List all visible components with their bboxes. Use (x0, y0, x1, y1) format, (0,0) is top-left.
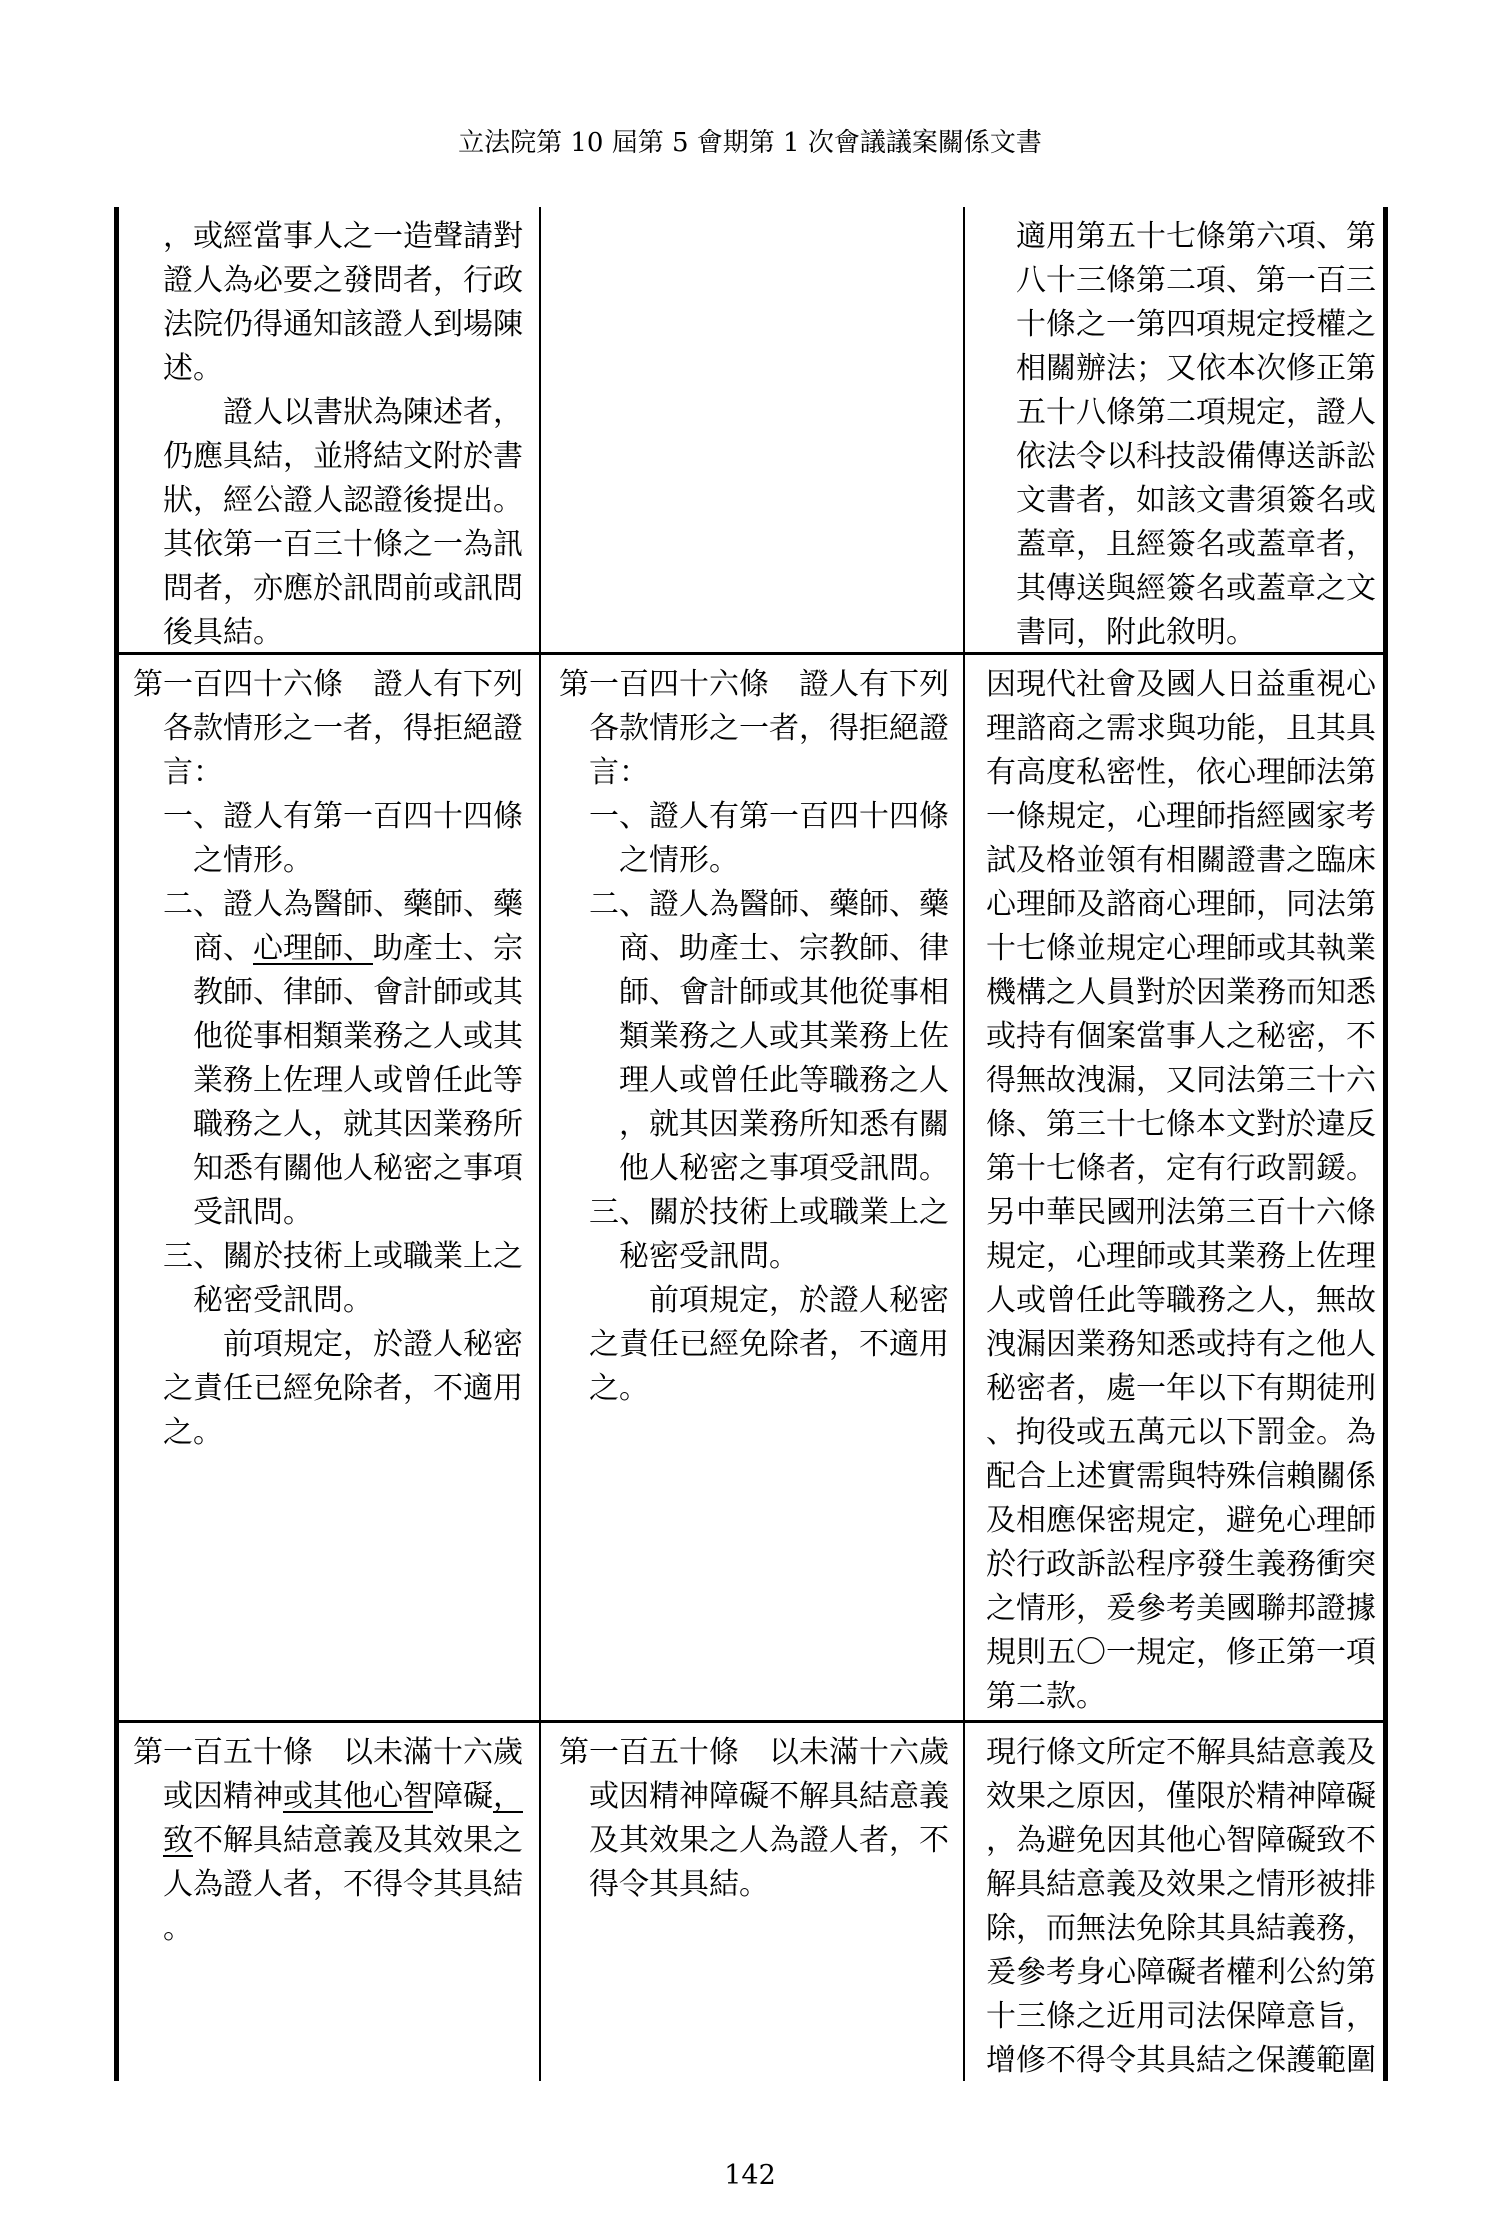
text-line (133, 1819, 523, 1863)
text-line: 秘密受訊問。 (193, 1283, 373, 1318)
text-line: 規則五〇一規定，修正第一項 (986, 1635, 1376, 1670)
text-line: 後具結。 (163, 615, 283, 650)
text-line: 之責任已經免除者，不適用 (163, 1371, 523, 1406)
text-line: 效果之原因，僅限於精神障礙 (986, 1779, 1376, 1814)
text-line: 機構之人員對於因業務而知悉 (986, 975, 1376, 1010)
cell-current-text (559, 655, 949, 1411)
text-line: 其依第一百三十條之一為訊 (163, 527, 523, 562)
text-line: 職務之人，就其因業務所 (193, 1107, 523, 1142)
text-line: 現行條文所定不解具結意義及 (986, 1735, 1376, 1770)
text-line: 於行政訴訟程序發生義務衝突 (986, 1547, 1376, 1582)
text-line: 言： (163, 755, 223, 790)
text-line: 因現代社會及國人日益重視心 (986, 667, 1376, 702)
text-line: 之責任已經免除者，不適用 (589, 1327, 949, 1362)
text-line: 人為證人者，不得令其具結 (163, 1867, 523, 1902)
amended-underline-text: 心理師、 (253, 931, 373, 966)
text-line: 之。 (163, 1415, 223, 1450)
text-line: 或因精神障礙不解具結意義 (589, 1779, 949, 1814)
table-right-border (1383, 207, 1388, 2081)
text-line: 十三條之近用司法保障意旨， (986, 1999, 1376, 2034)
text-line: 。 (163, 1911, 193, 1946)
text-line: 各款情形之一者，得拒絕證 (589, 711, 949, 746)
text-line: 之情形。 (193, 843, 313, 878)
amended-underline-text: ， (493, 1779, 523, 1814)
cell-explanation (986, 655, 1376, 1719)
text-line: 除，而無法免除其具結義務， (986, 1911, 1376, 1946)
cell-amended-text (133, 1723, 523, 1951)
amended-underline-text: 或其他心智 (283, 1779, 433, 1814)
text-line: 一、證人有第一百四十四條 (589, 799, 949, 834)
text-line: 心理師及諮商心理師，同法第 (986, 887, 1376, 922)
text-line: 第一百五十條 以未滿十六歲 (559, 1735, 949, 1770)
text-line: 或持有個案當事人之秘密，不 (986, 1019, 1376, 1054)
text-line: 五十八條第二項規定，證人 (1016, 395, 1376, 430)
text-line: 秘密受訊問。 (619, 1239, 799, 1274)
table-left-border (114, 207, 119, 2081)
text-line: 教師、律師、會計師或其 (193, 975, 523, 1010)
text-line: 一、證人有第一百四十四條 (163, 799, 523, 834)
text-line: 商、助產士、宗教師、律 (619, 931, 949, 966)
text-segment: 助產士、宗 (373, 931, 523, 966)
column-divider (539, 207, 541, 2081)
text-segment: 不解具結意義及其效果之 (193, 1823, 523, 1858)
text-line: 狀，經公證人認證後提出。 (163, 483, 523, 518)
text-line: 業務上佐理人或曾任此等 (193, 1063, 523, 1098)
text-line: 秘密者，處一年以下有期徒刑 (986, 1371, 1376, 1406)
text-line: 第一百四十六條 證人有下列 (133, 667, 523, 702)
text-line: 人或曾任此等職務之人，無故 (986, 1283, 1376, 1318)
text-line: 二、證人為醫師、藥師、藥 (589, 887, 949, 922)
text-line: 、拘役或五萬元以下罰金。為 (986, 1415, 1376, 1450)
text-line: 增修不得令其具結之保護範圍 (986, 2043, 1376, 2078)
cell-explanation (986, 207, 1376, 655)
text-line: 第十七條者，定有行政罰鍰。 (986, 1151, 1376, 1186)
text-line: 解具結意義及效果之情形被排 (986, 1867, 1376, 1902)
text-line: 另中華民國刑法第三百十六條 (986, 1195, 1376, 1230)
text-segment: 或因精神 (163, 1779, 283, 1814)
text-line: 之情形，爰參考美國聯邦證據 (986, 1591, 1376, 1626)
text-line: 文書者，如該文書須簽名或 (1016, 483, 1376, 518)
text-line: 一條規定，心理師指經國家考 (986, 799, 1376, 834)
text-line (133, 927, 523, 971)
text-line: 書同，附此敘明。 (1016, 615, 1256, 650)
text-line: 他人秘密之事項受訊問。 (619, 1151, 949, 1186)
text-segment: 商、 (193, 931, 253, 966)
text-line: 爰參考身心障礙者權利公約第 (986, 1955, 1376, 1990)
text-line: 第二款。 (986, 1679, 1106, 1714)
text-line: ，或經當事人之一造聲請對 (163, 219, 523, 254)
text-line: 相關辦法；又依本次修正第 (1016, 351, 1376, 386)
amended-underline-text: 致 (163, 1823, 193, 1858)
text-line: 十條之一第四項規定授權之 (1016, 307, 1376, 342)
text-line: 理諮商之需求與功能，且其具 (986, 711, 1376, 746)
page-number: 142 (724, 2160, 776, 2191)
document-header: 立法院第 10 屆第 5 會期第 1 次會議議案關係文書 (458, 128, 1042, 158)
text-line: 言： (589, 755, 649, 790)
text-line: ，為避免因其他心智障礙致不 (986, 1823, 1376, 1858)
cell-explanation (986, 1723, 1376, 2083)
text-line: 依法令以科技設備傳送訴訟 (1016, 439, 1376, 474)
text-line: 仍應具結，並將結文附於書 (163, 439, 523, 474)
text-line: 之情形。 (619, 843, 739, 878)
text-line: 理人或曾任此等職務之人 (619, 1063, 949, 1098)
text-line: 證人以書狀為陳述者， (223, 395, 523, 430)
text-line: 他從事相類業務之人或其 (193, 1019, 523, 1054)
text-line: 師、會計師或其他從事相 (619, 975, 949, 1010)
text-line: 證人為必要之發問者，行政 (163, 263, 523, 298)
text-line: 其傳送與經簽名或蓋章之文 (1016, 571, 1376, 606)
text-line: 述。 (163, 351, 223, 386)
text-line: 法院仍得通知該證人到場陳 (163, 307, 523, 342)
text-line: 蓋章，且經簽名或蓋章者， (1016, 527, 1376, 562)
text-line: ，就其因業務所知悉有關 (619, 1107, 949, 1142)
text-line (133, 1775, 523, 1819)
text-line: 受訊問。 (193, 1195, 313, 1230)
cell-amended-text (133, 207, 523, 655)
text-line: 三、關於技術上或職業上之 (163, 1239, 523, 1274)
text-line: 類業務之人或其業務上佐 (619, 1019, 949, 1054)
text-segment: 障礙 (433, 1779, 493, 1814)
text-line: 第一百四十六條 證人有下列 (559, 667, 949, 702)
text-line: 第一百五十條 以未滿十六歲 (133, 1735, 523, 1770)
column-divider (963, 207, 965, 2081)
text-line: 規定，心理師或其業務上佐理 (986, 1239, 1376, 1274)
text-line: 及相應保密規定，避免心理師 (986, 1503, 1376, 1538)
text-line: 三、關於技術上或職業上之 (589, 1195, 949, 1230)
text-line: 得無故洩漏，又同法第三十六 (986, 1063, 1376, 1098)
text-line: 前項規定，於證人秘密 (223, 1327, 523, 1362)
text-line: 知悉有關他人秘密之事項 (193, 1151, 523, 1186)
text-line: 適用第五十七條第六項、第 (1016, 219, 1376, 254)
cell-current-text (559, 1723, 949, 1907)
text-line: 試及格並領有相關證書之臨床 (986, 843, 1376, 878)
text-line: 有高度私密性，依心理師法第 (986, 755, 1376, 790)
text-line: 之。 (589, 1371, 649, 1406)
text-line: 問者，亦應於訊問前或訊問 (163, 571, 523, 606)
text-line: 八十三條第二項、第一百三 (1016, 263, 1376, 298)
text-line: 及其效果之人為證人者，不 (589, 1823, 949, 1858)
text-line: 十七條並規定心理師或其執業 (986, 931, 1376, 966)
text-line: 二、證人為醫師、藥師、藥 (163, 887, 523, 922)
text-line: 洩漏因業務知悉或持有之他人 (986, 1327, 1376, 1362)
text-line: 前項規定，於證人秘密 (649, 1283, 949, 1318)
text-line: 各款情形之一者，得拒絕證 (163, 711, 523, 746)
text-line: 條、第三十七條本文對於違反 (986, 1107, 1376, 1142)
cell-amended-text (133, 655, 523, 1455)
text-line: 得令其具結。 (589, 1867, 769, 1902)
text-line: 配合上述實需與特殊信賴關係 (986, 1459, 1376, 1494)
